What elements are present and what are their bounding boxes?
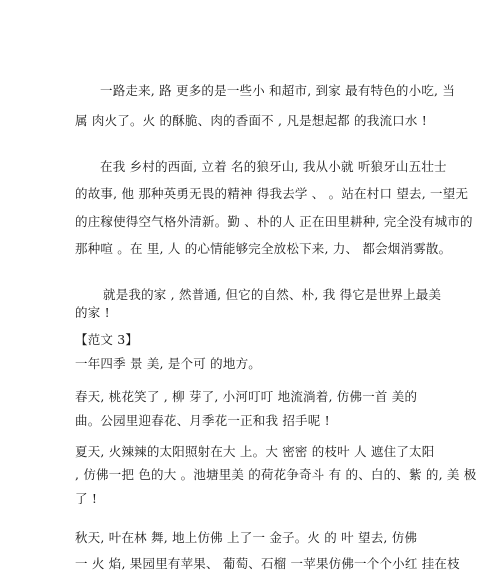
text-line: 的庄稼使得空气格外清新。勤 、朴的人 正在田里耕种, 完全没有城市的 bbox=[75, 214, 473, 229]
text-line: 一路走来, 路 更多的是一些小 和超市, 到家 最有特色的小吃, 当 bbox=[100, 83, 456, 98]
text-line: 在我 乡村的西面, 立着 名的狼牙山, 我从小就 听狼牙山五壮士 bbox=[100, 159, 447, 174]
text-line: 了 ! bbox=[75, 491, 98, 506]
text-line: 秋天, 叶在林 舞, 地上仿佛 上了一 金子。火 的 叶 望去, 仿佛 bbox=[75, 530, 418, 545]
text-line: 的故事, 他 那种英勇无畏的精神 得我去学 、 。站在村口 望去, 一望无 bbox=[75, 186, 469, 201]
text-line: 一年四季 景 美, 是个可 的地方。 bbox=[75, 356, 261, 371]
text-line: 春天, 桃花笑了 , 柳 芽了, 小河叮叮 地流淌着, 仿佛一首 美的 bbox=[75, 389, 418, 404]
text-line: 的家 ! bbox=[75, 305, 110, 320]
text-line: 就是我的家 , 然普通, 但它的自然、朴, 我 得它是世界上最美 bbox=[103, 287, 442, 302]
text-line: 那种喧 。在 里, 人 的心情能够完全放松下来, 力、 都会烟消雾散。 bbox=[75, 241, 452, 256]
text-line: , 仿佛一把 色的大 。池塘里美 的荷花争奇斗 有 的、白的、紫 的, 美 极 bbox=[75, 467, 477, 482]
text-line: 夏天, 火辣辣的太阳照射在大 上。大 密密 的枝叶 人 遮住了太阳 bbox=[75, 444, 435, 459]
text-line: 一 火 焰, 果园里有苹果、 葡萄、石榴 一苹果仿佛一个个小红 挂在枝 bbox=[75, 556, 460, 571]
section-heading: 【范文 3】 bbox=[75, 332, 139, 347]
text-line: 属 肉火了。火 的酥脆、肉的香面不 , 凡是想起都 的我流口水 ! bbox=[75, 113, 427, 128]
text-line: 曲。公园里迎春花、月季花一正和我 招手呢 ! bbox=[75, 413, 330, 428]
